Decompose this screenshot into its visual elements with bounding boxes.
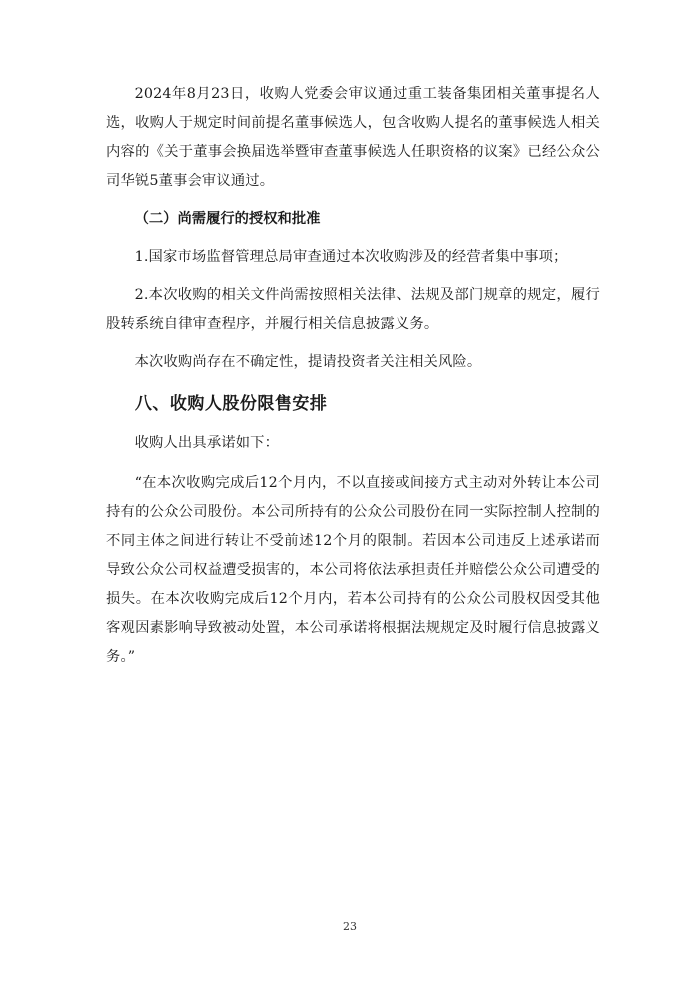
page-number: 23 bbox=[343, 920, 357, 933]
list-item-merger-review: 1.国家市场监督管理总局审查通过本次收购涉及的经营者集中事项； bbox=[134, 249, 568, 265]
paragraph-commitment-intro: 收购人出具承诺如下： bbox=[134, 435, 280, 451]
paragraph-commitment-text: “在本次收购完成后12个月内，不以直接或间接方式主动对外转让本公司持有的公众公司股份。本公司所持有的公众公司股份在同一实际控制人控制的不同主体之间进行转让不受前述12个月的限制。若因本公司违反上述承诺而导致公众公司权益遭受损害的，本公司将依法承担责任并赔偿公众公司遭受的损失。在本次收购完成后12个月内，若本公司持有的公众公司股权因受其他客观因素影响导致被动处置，本公司承诺将根据法规规定及时履行信息披露义务。” bbox=[106, 475, 600, 665]
paragraph-risk-note: 本次收购尚存在不确定性，提请投资者关注相关风险。 bbox=[134, 354, 482, 370]
subheading-pending-approvals: （二）尚需履行的授权和批准 bbox=[134, 211, 321, 227]
paragraph-board-approval: 2024年8月23日，收购人党委会审议通过重工装备集团相关董事提名人选，收购人于规定时间前提名董事候选人，包含收购人提名的董事候选人相关内容的《关于董事会换届选举暨审查董事候选人任职资格的议案》已经公众公司华锐5董事会审议通过。 bbox=[106, 86, 600, 189]
list-item-self-regulatory-review: 2.本次收购的相关文件尚需按照相关法律、法规及部门规章的规定，履行股转系统自律审查程序，并履行相关信息披露义务。 bbox=[106, 287, 600, 332]
section-heading-share-lockup: 八、收购人股份限售安排 bbox=[134, 394, 328, 414]
page-content bbox=[106, 80, 600, 672]
